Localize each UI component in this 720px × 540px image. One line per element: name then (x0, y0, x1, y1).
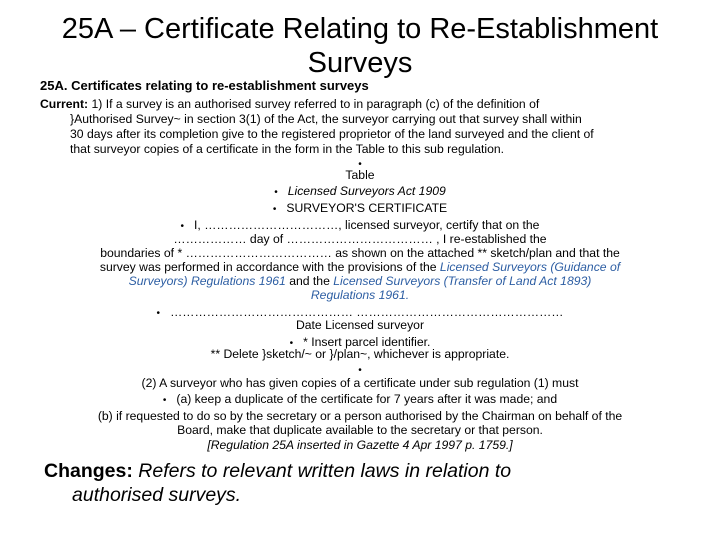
current-line-4: that surveyor copies of a certificate in the form in the Table to this sub regulation. (70, 142, 505, 156)
paragraph-2: (2) A surveyor who has given copies of a certificate under sub regulation (1) must (141, 376, 579, 390)
bullet-icon: • (180, 221, 185, 232)
paragraph-2a: (a) keep a duplicate of the certificate for 7 years after it was made; and (176, 392, 558, 406)
cert-body-line-5 (40, 274, 680, 289)
table-heading: Table (345, 168, 375, 182)
cert-body-line-6 (40, 288, 680, 303)
section-heading: 25A. Certificates relating to re-establishment surveys (40, 78, 369, 93)
certificate-heading: SURVEYOR'S CERTIFICATE (286, 201, 448, 215)
cert-body-text-1: I, ……………………………, licensed surveyor, certify that on the (194, 218, 540, 232)
current-label: Current: (40, 97, 89, 111)
paragraph-2b-line-2: Board, make that duplicate available to the secretary or that person. (177, 423, 543, 437)
act-name: Licensed Surveyors Act 1909 (287, 184, 446, 198)
current-line-1: 1) If a survey is an authorised survey referred to in paragraph (c) of the definition of (91, 97, 540, 111)
cert-body-line-2: ……………… day of ……………………………… , I re-established the (173, 232, 547, 246)
current-line-2: }Authorised Survey~ in section 3(1) of the Act, the surveyor carrying out that survey shall within (70, 112, 582, 126)
current-paragraph (40, 97, 676, 157)
bullet-icon: • (289, 338, 294, 349)
regulation-link-2[interactable]: Licensed Surveyors (Transfer of Land Act 1893) (333, 274, 592, 288)
bullet-icon: • (274, 187, 278, 198)
paragraph-2a-line (40, 392, 680, 408)
bullet-icon: • (272, 204, 277, 215)
regulation-note: [Regulation 25A inserted in Gazette 4 Apr 1997 p. 1759.] (207, 438, 513, 452)
note-2: ** Delete }sketch/~ or }/plan~, whichever is appropriate. (210, 347, 510, 361)
note-1: * Insert parcel identifier. (303, 335, 431, 349)
changes-text-2: authorised surveys. (72, 484, 242, 506)
signature-dots: ……………………………………… …………………………………………… (170, 305, 564, 319)
date-surveyor-line: Date Licensed surveyor (295, 318, 425, 332)
paragraph-2b-line-1: (b) if requested to do so by the secretary or a person authorised by the Chairman on behalf of the (97, 409, 623, 423)
regulation-link-1-cont[interactable]: Surveyors) Regulations 1961 (128, 274, 286, 288)
regulation-link-2-cont[interactable]: Regulations 1961 (310, 288, 406, 302)
cert-body-period: . (405, 288, 410, 302)
cert-body-line-3: boundaries of * ……………………………… as shown on the attached ** sketch/plan and that the (100, 246, 620, 260)
bullet-icon: • (358, 365, 362, 376)
certificate-heading-line (40, 201, 680, 217)
current-line-3: 30 days after its completion give to the registered proprietor of the land surveyed and the client of (70, 127, 594, 141)
changes-text-1: Refers to relevant written laws in relation to (138, 460, 512, 482)
changes-label: Changes: (44, 460, 133, 482)
act-line (40, 184, 680, 200)
bullet-icon: • (358, 159, 362, 170)
cert-body-text-4: survey was performed in accordance with the provisions of the (99, 260, 440, 274)
regulation-link-1[interactable]: Licensed Surveyors (Guidance of (439, 260, 621, 274)
slide-title: 25A – Certificate Relating to Re-Establishment Surveys (61, 13, 659, 79)
cert-body-and: and the (285, 274, 334, 288)
changes-paragraph (44, 459, 684, 507)
cert-body-line-4 (40, 260, 680, 275)
bullet-icon: • (162, 395, 167, 406)
bullet-icon: • (156, 308, 161, 319)
